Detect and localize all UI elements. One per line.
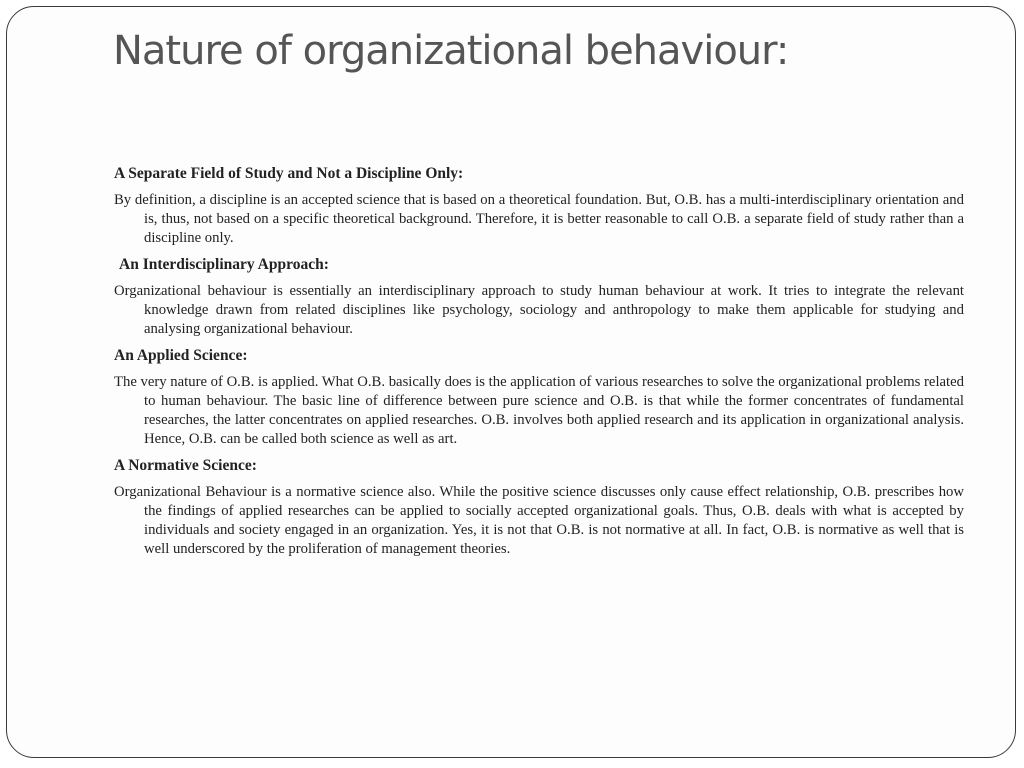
- section-heading-normative-science: A Normative Science:: [114, 457, 257, 474]
- section-heading-applied-science: An Applied Science:: [114, 347, 248, 364]
- section-text-normative-science: Organizational Behaviour is a normative science also. While the positive science discusses only cause effect relationship, O.B. prescribes how the findings of applied researches can be applied to socially accepted organizational goals. Thus, O.B. deals with what is accepted by individuals and society engaged in an organization. Yes, it is not that O.B. is not normative at all. In fact, O.B. is normative as well that is well underscored by the proliferation of management theories.: [114, 484, 964, 557]
- section-text-applied-science: The very nature of O.B. is applied. What O.B. basically does is the application of various researches to solve the organizational problems related to human behaviour. The basic line of difference between pure science and O.B. is that while the former concentrates of fundamental researches, the latter concentrates on applied researches. O.B. involves both applied research and its application in organizational analysis. Hence, O.B. can be called both science as well as art.: [114, 374, 964, 447]
- page-title: Nature of organizational behaviour:: [113, 28, 789, 74]
- section-text-interdisciplinary: Organizational behaviour is essentially an interdisciplinary approach to study human behaviour at work. It tries to integrate the relevant knowledge drawn from related disciplines like psychology, sociology and anthropology to make them applicable for studying and analysing organizational behaviour.: [114, 283, 964, 337]
- section-heading-interdisciplinary: An Interdisciplinary Approach:: [119, 256, 329, 273]
- section-text-separate-field: By definition, a discipline is an accepted science that is based on a theoretical foundation. But, O.B. has a multi-interdisciplinary orientation and is, thus, not based on a specific theoretical background. Therefore, it is better reasonable to call O.B. a separate field of study rather than a discipline only.: [114, 192, 964, 246]
- slide-frame: [6, 6, 1016, 758]
- section-heading-separate-field: A Separate Field of Study and Not a Discipline Only:: [114, 165, 464, 182]
- slide-body: [114, 163, 964, 565]
